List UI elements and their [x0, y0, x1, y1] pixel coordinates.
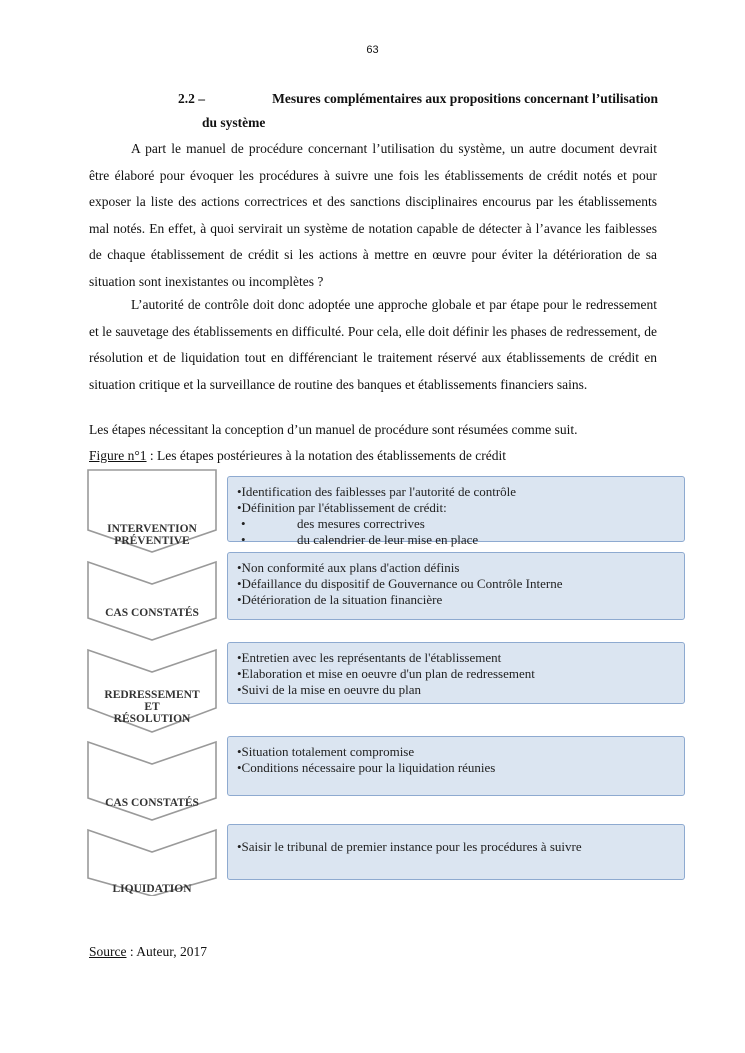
- step-4-label: CAS CONSTATÉS: [105, 797, 199, 809]
- paragraph-1: A part le manuel de procédure concernant l’utilisation du système, un autre document devrait être élaboré pour évoquer les procédures à suivre une fois les établissements de crédit notés et pour exposer la liste des actions correctrices et des sanctions disciplinaires encourus par les établissements mal notés. En effet, à quoi servirait un système de notation capable de détecter à l’avance les faiblesses de chaque établissement de crédit si les actions à mettre en œuvre pour éviter la détérioration de sa situation sont inexistantes ou incomplètes ?: [89, 141, 657, 289]
- section-number: 2.2 –: [178, 91, 205, 106]
- step-5-label: LIQUIDATION: [112, 883, 192, 895]
- source-text: : Auteur, 2017: [126, 944, 207, 959]
- chevron-step-2: [88, 562, 216, 640]
- step-1-label-line2: PRÉVENTIVE: [114, 535, 190, 547]
- step-1-subitem: [237, 516, 678, 532]
- step-1-subitem: [237, 532, 678, 548]
- step-5-details-box: [227, 824, 685, 880]
- step-4-item: •Conditions nécessaire pour la liquidation réunies: [237, 760, 496, 775]
- source-label: Source: [89, 944, 127, 959]
- step-5-item: •Saisir le tribunal de premier instance pour les procédures à suivre: [237, 839, 582, 854]
- step-3-label-line2: ET: [144, 701, 160, 713]
- step-1-label-line1: INTERVENTION: [107, 523, 197, 535]
- step-2-item: •Défaillance du dispositif de Gouvernance ou Contrôle Interne: [237, 576, 563, 591]
- figure-source: [89, 944, 207, 960]
- figure-caption: [89, 448, 506, 464]
- figure-caption-text: : Les étapes postérieures à la notation des établissements de crédit: [146, 448, 507, 463]
- figure-caption-label: Figure n°1: [89, 448, 147, 463]
- step-3-item: •Entretien avec les représentants de l'établissement: [237, 650, 502, 665]
- step-2-item: •Détérioration de la situation financière: [237, 592, 443, 607]
- sub-bullet: •: [241, 516, 246, 531]
- step-4-details-box: [227, 736, 685, 796]
- step-3-label-line1: REDRESSEMENT: [104, 689, 200, 701]
- paragraph-2: L’autorité de contrôle doit donc adoptée une approche globale et par étape pour le redressement et le sauvetage des établissements en difficulté. Pour cela, elle doit définir les phases de redressement, de résolution et de liquidation tout en différenciant le traitement réservé aux établissements de crédit en situation critique et la surveillance de routine des banques et établissements financiers sains.: [89, 297, 657, 392]
- sub-bullet: •: [241, 532, 246, 547]
- step-1-item: •Définition par l'établissement de crédit:: [237, 500, 447, 515]
- step-3-item: •Suivi de la mise en oeuvre du plan: [237, 682, 421, 697]
- process-flow-diagram: [78, 466, 690, 896]
- step-1-item: •Identification des faiblesses par l'autorité de contrôle: [237, 484, 517, 499]
- step-1-subitem-text: des mesures correctrives: [297, 516, 425, 531]
- section-title-line1: Mesures complémentaires aux propositions concernant l’utilisation: [272, 91, 658, 106]
- step-3-details-box: [227, 642, 685, 704]
- summary-line: Les étapes nécessitant la conception d’un manuel de procédure sont résumées comme suit.: [89, 422, 578, 437]
- step-1-subitem-text: du calendrier de leur mise en place: [297, 532, 479, 547]
- step-2-item: •Non conformité aux plans d'action définis: [237, 560, 460, 575]
- step-2-details-box: [227, 552, 685, 620]
- step-3-item: •Elaboration et mise en oeuvre d'un plan de redressement: [237, 666, 535, 681]
- page-number: 63: [366, 44, 379, 56]
- step-1-details-box: [227, 476, 685, 547]
- section-heading: [178, 87, 658, 135]
- step-4-item: •Situation totalement compromise: [237, 744, 415, 759]
- step-3-label-line3: RÉSOLUTION: [113, 713, 191, 725]
- section-title-line2: du système: [202, 115, 266, 130]
- step-2-label: CAS CONSTATÉS: [105, 607, 199, 619]
